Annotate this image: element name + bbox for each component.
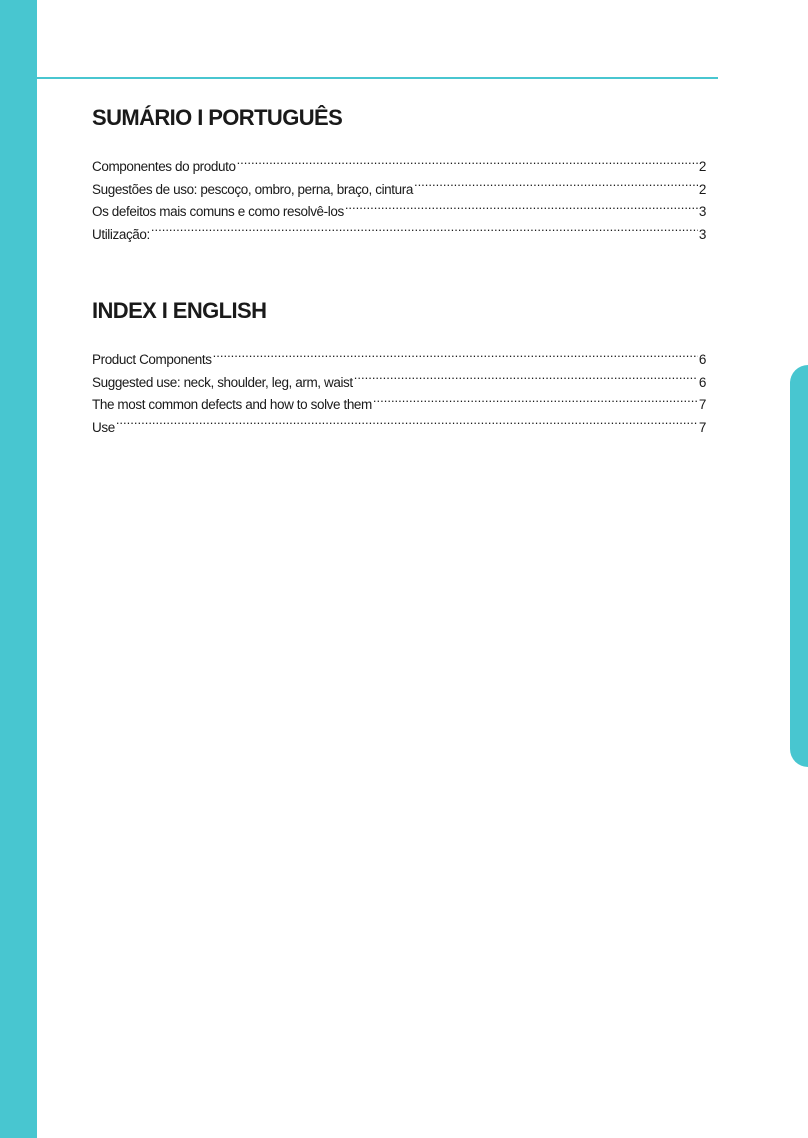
toc-entry[interactable]: [92, 179, 706, 202]
toc-entry-page: 6: [698, 374, 706, 390]
dot-leader: [414, 180, 698, 194]
toc-entry[interactable]: [92, 156, 706, 179]
header-divider: [37, 77, 718, 79]
toc-entry-label: Os defeitos mais comuns e como resolvê-los: [92, 204, 344, 219]
dot-leader: [151, 225, 698, 239]
dot-leader: [213, 350, 698, 364]
dot-leader: [345, 202, 698, 216]
toc-entry[interactable]: [92, 201, 706, 224]
toc-entry[interactable]: [92, 349, 706, 372]
toc-list-portuguese: [92, 156, 706, 246]
toc-title-portuguese: SUMÁRIO I PORTUGUÊS: [92, 105, 343, 130]
toc-title-english: INDEX I ENGLISH: [92, 298, 267, 323]
toc-list-english: [92, 349, 706, 439]
dot-leader: [354, 373, 698, 387]
toc-entry[interactable]: [92, 394, 706, 417]
left-accent-band: [0, 0, 37, 1138]
toc-entry-page: 2: [698, 181, 706, 197]
toc-section-english: [92, 297, 706, 439]
toc-entry-page: 7: [698, 419, 706, 435]
toc-entry-page: 2: [698, 159, 706, 174]
toc-entry-label: Product Components: [92, 352, 212, 367]
dot-leader: [237, 157, 698, 171]
toc-entry[interactable]: [92, 224, 706, 247]
toc-entry-label: Utilização:: [92, 226, 150, 242]
side-section-tab: [790, 365, 808, 767]
toc-entry-page: 3: [698, 204, 706, 219]
toc-entry[interactable]: [92, 417, 706, 440]
toc-entry-label: Use: [92, 419, 115, 435]
toc-section-portuguese: [92, 104, 706, 246]
toc-entry-page: 3: [698, 226, 706, 242]
toc-entry-page: 7: [698, 397, 706, 412]
dot-leader: [373, 395, 698, 409]
toc-entry-label: Suggested use: neck, shoulder, leg, arm, waist: [92, 374, 353, 390]
dot-leader: [116, 418, 698, 432]
toc-entry-label: Sugestões de uso: pescoço, ombro, perna, braço, cintura: [92, 181, 413, 197]
toc-entry-label: The most common defects and how to solve them: [92, 397, 372, 412]
toc-entry-label: Componentes do produto: [92, 159, 236, 174]
toc-entry[interactable]: [92, 372, 706, 395]
toc-entry-page: 6: [698, 352, 706, 367]
